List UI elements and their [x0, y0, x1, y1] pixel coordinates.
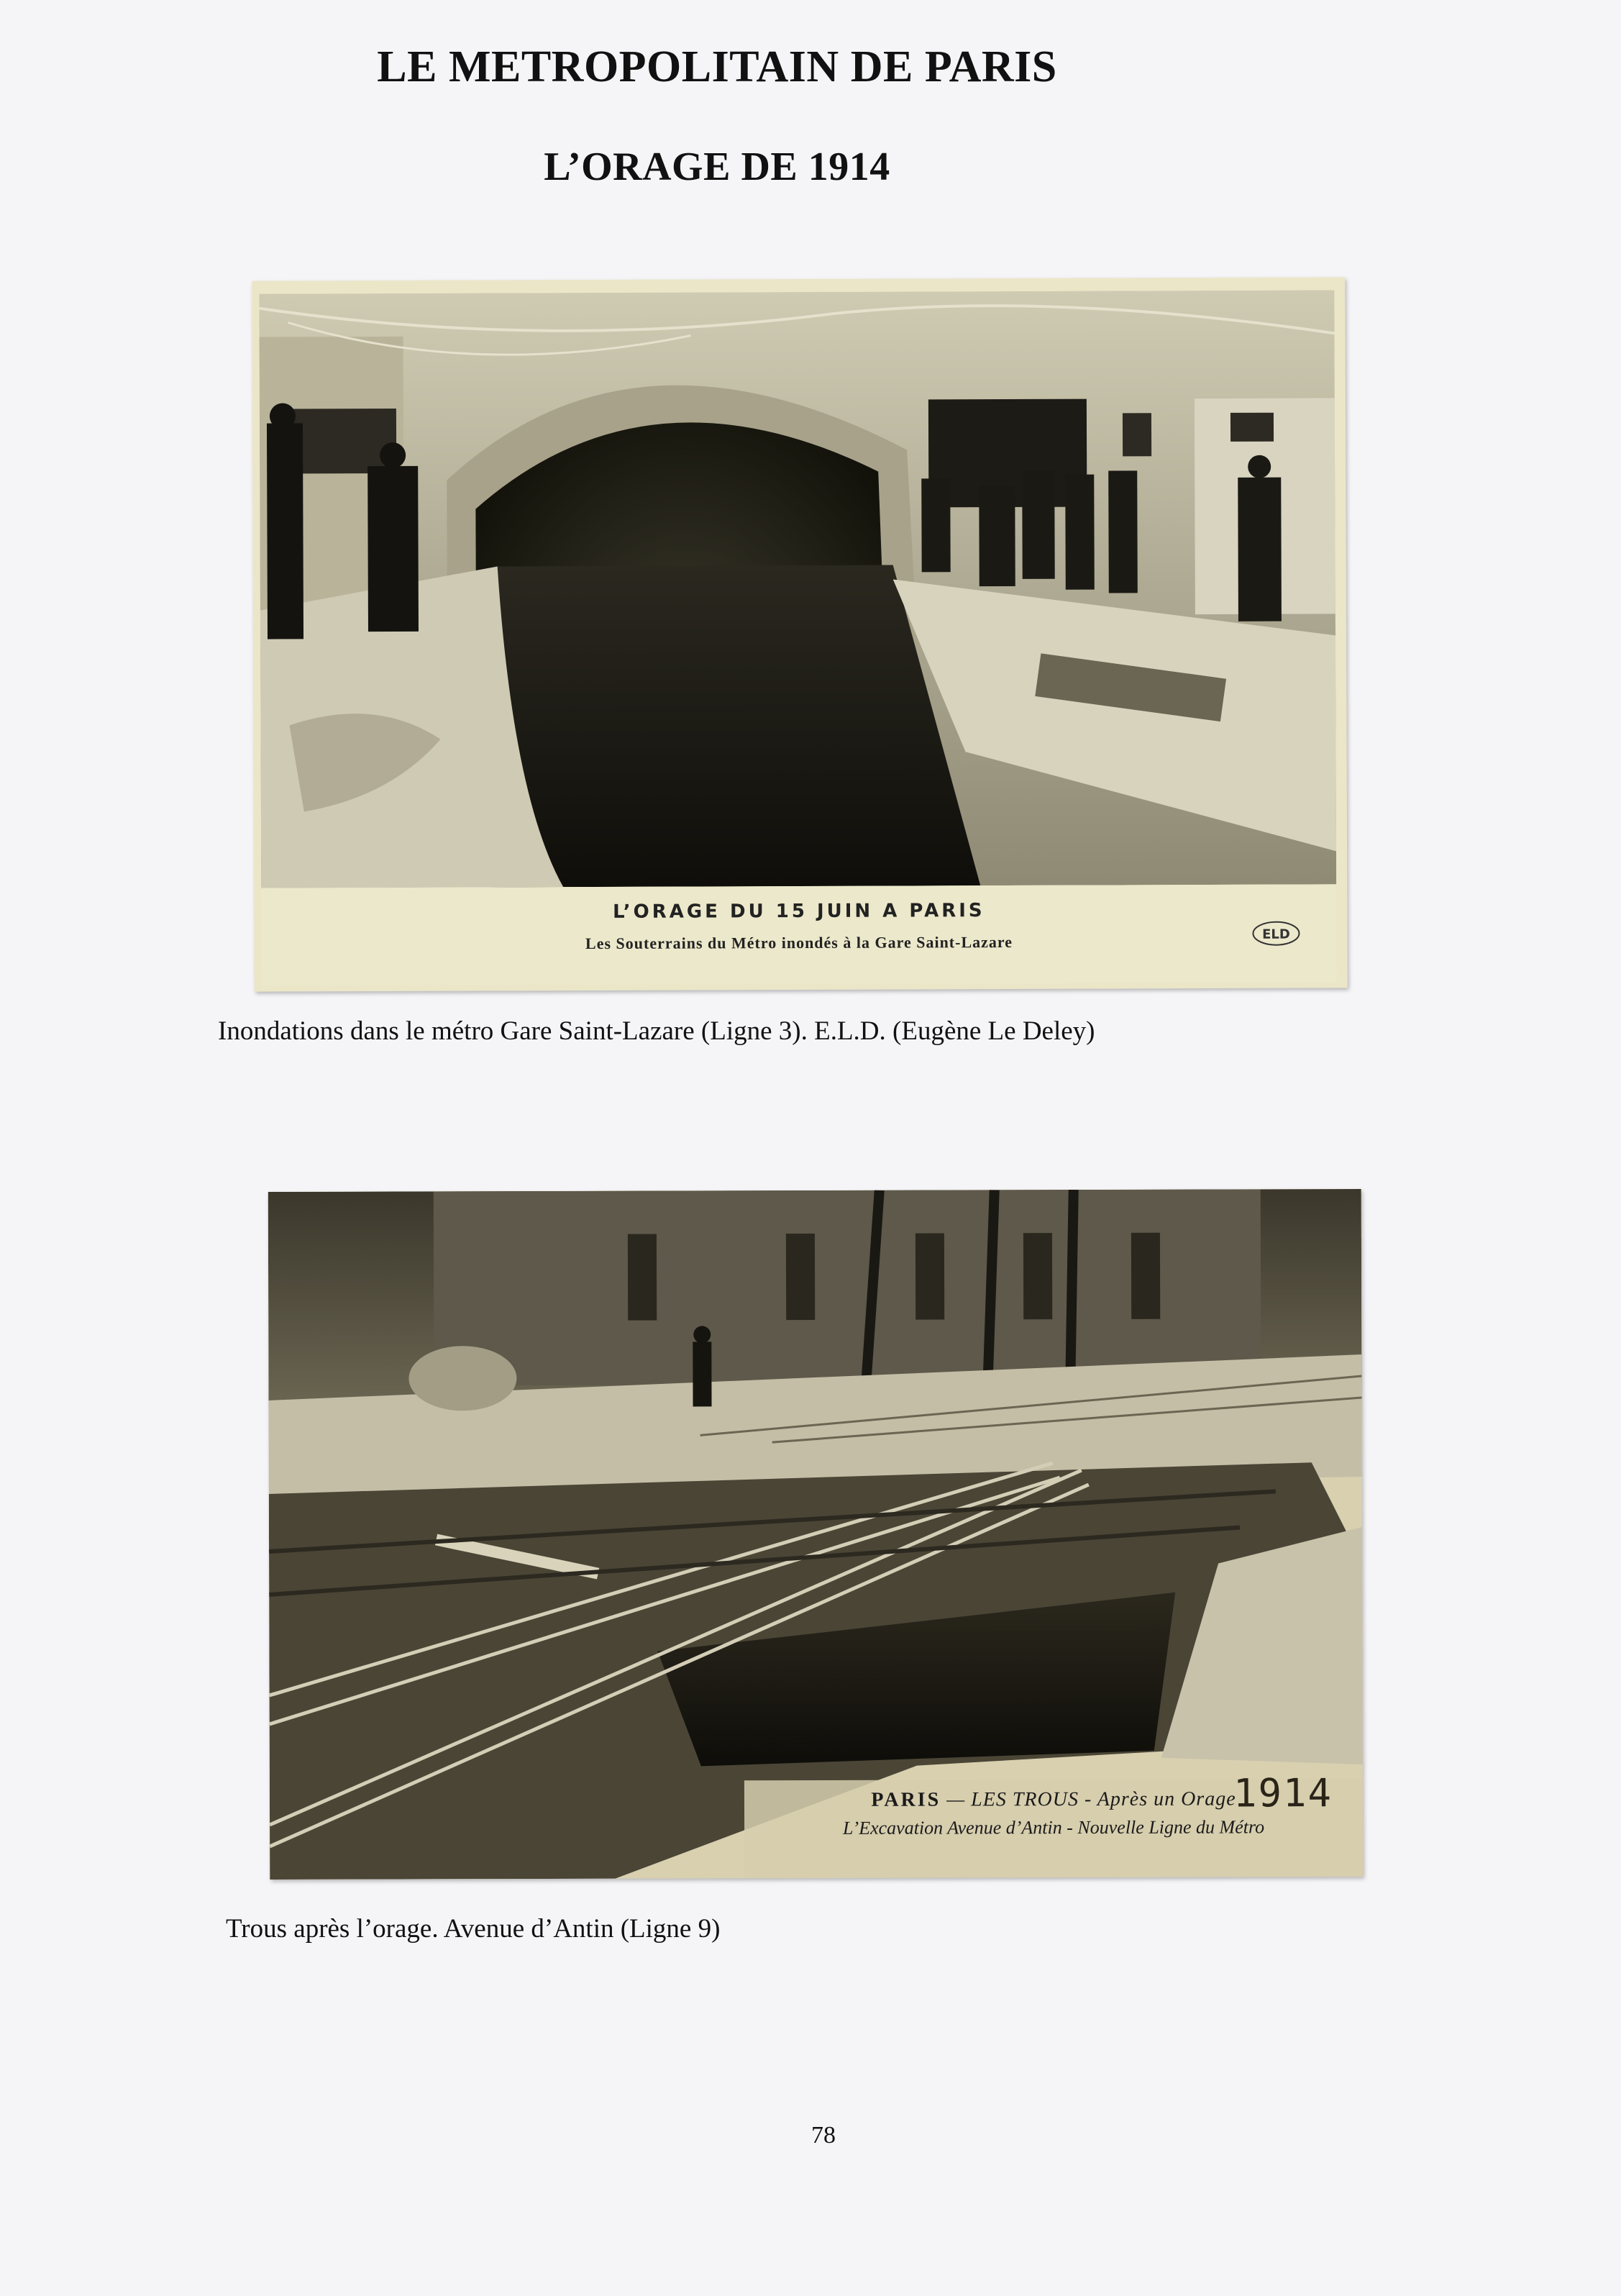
- postcard-1-description: Inondations dans le métro Gare Saint-Lazare (Ligne 3). E.L.D. (Eugène Le Deley): [218, 1016, 1095, 1046]
- publisher-logo-text: ELD: [1262, 926, 1290, 942]
- handwritten-year: 1914: [1233, 1770, 1333, 1816]
- postcard-caption-subtitle: Les Souterrains du Métro inondés à la Gare Saint-Lazare: [585, 932, 1013, 953]
- postcard-caption-title-rest: — LES TROUS - Après un Orage: [941, 1787, 1236, 1811]
- postcard-caption-subtitle: L’Excavation Avenue d’Antin - Nouvelle Ligne du Métro: [843, 1816, 1265, 1839]
- postcard-caption-title: L’ORAGE DU 15 JUIN A PARIS: [613, 900, 985, 923]
- page-title: LE METROPOLITAIN DE PARIS: [377, 42, 1057, 91]
- postcard-2-description: Trous après l’orage. Avenue d’Antin (Ligne 9): [226, 1914, 721, 1944]
- postcard-caption-band: [261, 884, 1336, 985]
- publisher-logo: [1250, 919, 1302, 948]
- postcard-flooded-station: [252, 277, 1347, 991]
- photo-flooded-metro-station: [259, 290, 1336, 888]
- page-number: 78: [811, 2122, 836, 2149]
- page-subtitle: L’ORAGE DE 1914: [544, 145, 890, 189]
- postcard-excavation: [268, 1189, 1363, 1880]
- postcard-caption-city: PARIS: [871, 1788, 941, 1811]
- photo-street-excavation: [268, 1189, 1363, 1880]
